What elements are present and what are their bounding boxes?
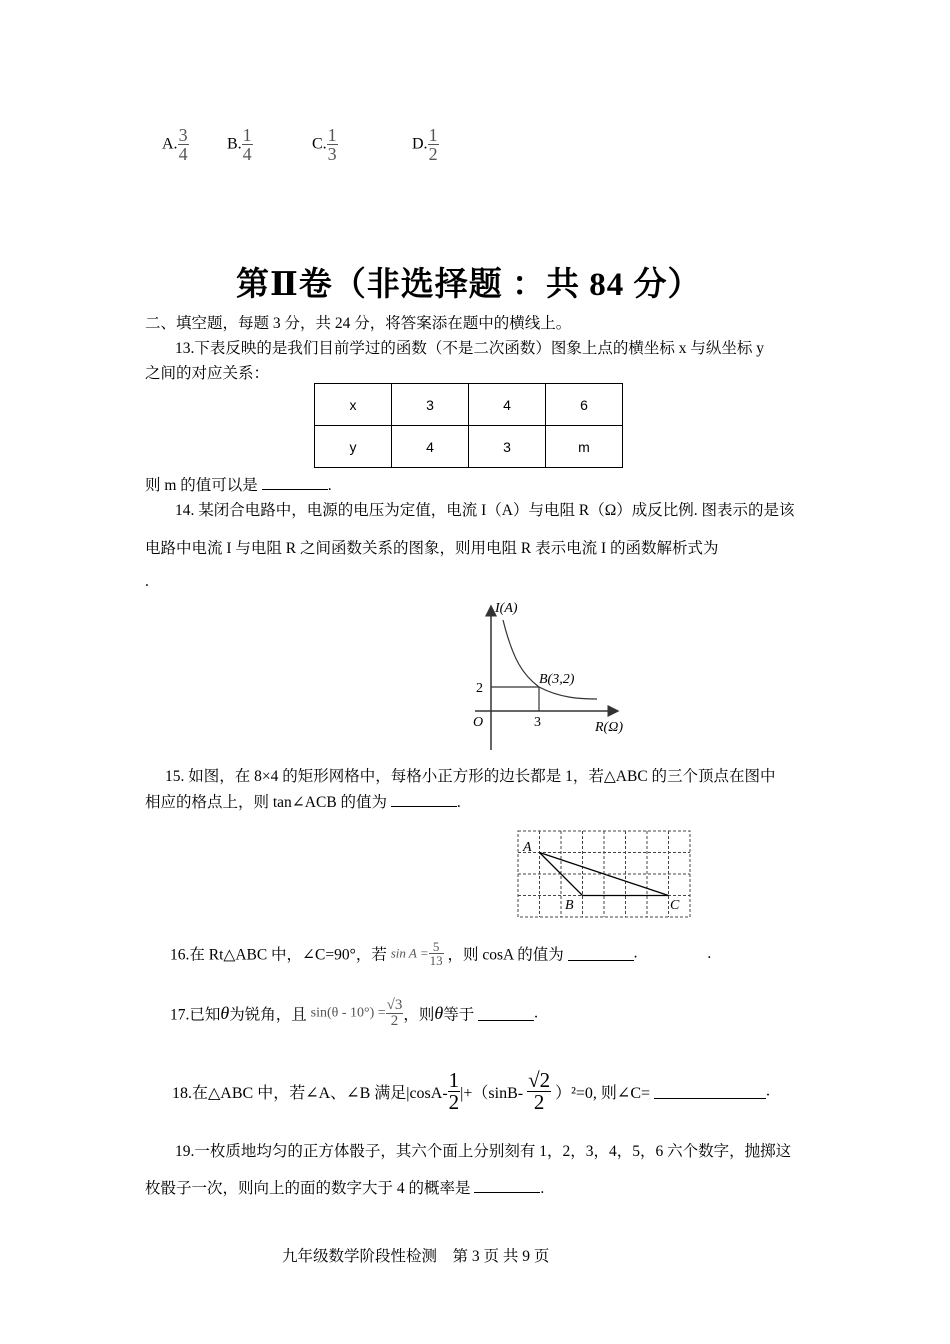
q15-text-prefix: 相应的格点上，则 tan∠ACB 的值为 [145, 794, 388, 811]
table-cell: m [546, 426, 623, 468]
q16-prefix: 16.在 Rt△ABC 中，∠C=90°，若 [170, 946, 387, 964]
q18-suffix-prefix: ）²=0, 则∠C= [555, 1085, 651, 1102]
table-cell: 3 [392, 384, 469, 426]
q14-text-line3: . [145, 573, 149, 590]
q16-suffix: . [633, 944, 638, 962]
q19-answer-blank[interactable] [474, 1178, 540, 1193]
q19-text-prefix: 枚骰子一次，则向上的面的数字大于 4 的概率是 [145, 1180, 471, 1197]
q15-text-line2 [145, 790, 461, 812]
q17-prefix: 17.已知 [170, 1006, 221, 1024]
q17-theta-2: θ [434, 1003, 444, 1023]
q16-line [170, 940, 711, 967]
vertex-b-label: B [565, 898, 574, 913]
q15-grid-figure [505, 825, 700, 925]
q14-text-line1: 14. 某闭合电路中，电源的电压为定值，电流 I（A）与电阻 R（Ω）成反比例. 图表示的是该 [175, 502, 795, 519]
q16-sin-expr: sin A = [390, 945, 429, 961]
q13-text-line2: 之间的对应关系： [145, 365, 270, 382]
origin-label: O [473, 715, 484, 730]
option-b: B. $\frac{1}{4}$ [227, 125, 252, 164]
option-a: A. $\frac{3}{4}$ [162, 125, 188, 164]
y-axis-label: I(A) [495, 601, 518, 616]
table-cell: 6 [546, 384, 623, 426]
q18-answer-blank[interactable] [654, 1084, 766, 1099]
x-tick-label: 3 [534, 715, 541, 730]
q14-text-line2: 电路中电流 I 与电阻 R 之间函数关系的图象，则用电阻 R 表示电流 I 的函数解析式为 [145, 540, 719, 557]
vertex-c-label: C [670, 898, 680, 913]
q16-trailing-dot: . [707, 944, 712, 962]
q18-fraction-2: $\frac{√2}{2}$ [528, 1068, 551, 1114]
q17-part3: ，则 [403, 1006, 435, 1024]
q16-answer-blank[interactable] [568, 946, 634, 961]
vertex-a-label: A [523, 840, 532, 855]
q19-text-line1: 19.一枚质地均匀的正方体骰子，其六个面上分别刻有 1，2，3，4，5，6 六个数字，抛掷这 [175, 1143, 792, 1160]
table-cell: 4 [469, 384, 546, 426]
q18-prefix: 18.在△ABC 中，若∠A、∠B 满足|cosA- [172, 1085, 448, 1102]
q19-text-suffix: . [540, 1180, 545, 1197]
q15-text-line1: 15. 如图，在 8×4 的矩形网格中，每格小正方形的边长都是 1，若△ABC 的三个顶点在图中 [165, 768, 776, 785]
q17-fraction: $\frac{√3}{2}$ [386, 997, 403, 1029]
q17-line [170, 998, 538, 1029]
option-d: D. $\frac{1}{2}$ [412, 125, 438, 164]
point-b-label: B(3,2) [539, 672, 575, 687]
q13-text-line1: 13.下表反映的是我们目前学过的函数（不是二次函数）图象上点的横坐标 x 与纵坐标 y [175, 340, 765, 357]
q17-expr: sin(θ - 10°) = [310, 1005, 386, 1021]
q14-graph [465, 595, 640, 755]
table-cell: y [315, 426, 392, 468]
q18-middle: |+（sinB- [460, 1085, 524, 1102]
q18-suffix: . [766, 1082, 771, 1100]
q18-fraction-1: $\frac{1}{2}$ [448, 1068, 460, 1114]
q17-part2: 为锐角，且 [229, 1006, 307, 1024]
q18-line [172, 1070, 770, 1113]
q13-answer-blank[interactable] [262, 475, 328, 490]
q17-answer-blank[interactable] [478, 1006, 534, 1021]
table-cell: 3 [469, 426, 546, 468]
q15-answer-blank[interactable] [391, 792, 457, 807]
x-axis-label: R(Ω) [595, 720, 623, 735]
q17-suffix: . [534, 1004, 539, 1022]
q19-text-line2 [145, 1176, 544, 1198]
q17-part4: 等于 [443, 1006, 475, 1024]
q13-answer-line [145, 473, 332, 495]
table-row [315, 384, 623, 426]
table-cell: 4 [392, 426, 469, 468]
y-tick-label: 2 [476, 681, 483, 696]
table-row [315, 426, 623, 468]
q16-fraction: $\frac{5}{13}$ [429, 939, 443, 968]
q13-answer-suffix: . [327, 477, 332, 494]
option-c: C. $\frac{1}{3}$ [312, 125, 337, 164]
page-footer: 九年级数学阶段性检测 第 3 页 共 9 页 [282, 1248, 550, 1265]
table-cell: x [315, 384, 392, 426]
q13-table [314, 383, 623, 468]
section-instructions: 二、填空题，每题 3 分，共 24 分，将答案添在题中的横线上。 [145, 315, 572, 332]
q13-answer-prefix: 则 m 的值可以是 [145, 477, 258, 494]
q15-text-suffix: . [456, 794, 461, 811]
section-title: 第Ⅱ卷（非选择题 ：共 84 分） [236, 267, 702, 303]
q17-theta: θ [220, 1003, 230, 1023]
q16-middle: ，则 cosA 的值为 [447, 946, 564, 964]
